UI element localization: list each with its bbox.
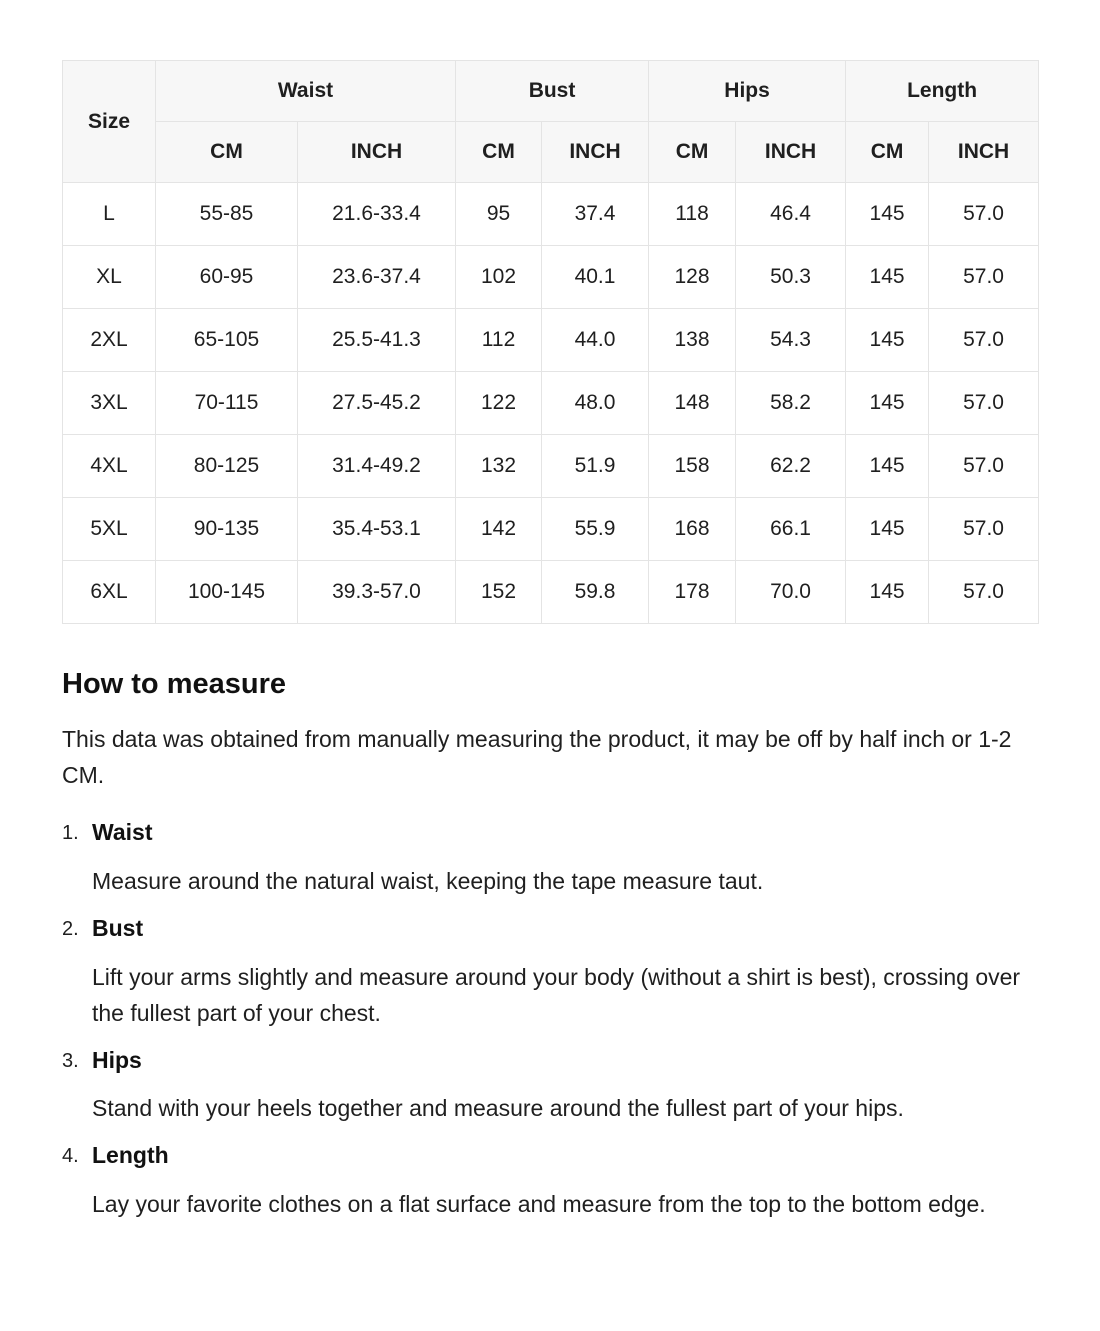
cell-waist-cm: 100-145: [156, 561, 298, 624]
size-chart-table: [62, 60, 1039, 624]
cell-waist-inch: 21.6-33.4: [298, 183, 456, 246]
cell-waist-cm: 65-105: [156, 309, 298, 372]
cell-waist-inch: 25.5-41.3: [298, 309, 456, 372]
group-header-hips: Hips: [649, 61, 846, 122]
list-item-number: 3.: [62, 1049, 79, 1072]
list-item-description: Lift your arms slightly and measure around your body (without a shirt is best), crossing over the fullest part of your chest.: [92, 963, 1021, 1026]
cell-waist-cm: 55-85: [156, 183, 298, 246]
cell-waist-inch: 35.4-53.1: [298, 498, 456, 561]
how-to-measure-heading: How to measure: [62, 668, 286, 700]
cell-hips-inch: 70.0: [736, 561, 846, 624]
cell-hips-inch: 50.3: [736, 246, 846, 309]
cell-hips-inch: 62.2: [736, 435, 846, 498]
cell-hips-cm: 118: [649, 183, 736, 246]
cell-waist-cm: 80-125: [156, 435, 298, 498]
measure-item-waist: [62, 819, 1038, 899]
cell-size: 6XL: [63, 561, 156, 624]
cell-bust-inch: 37.4: [542, 183, 649, 246]
table-row: [63, 561, 1039, 624]
cell-length-inch: 57.0: [929, 498, 1039, 561]
size-column-header: Size: [63, 61, 156, 183]
cell-length-cm: 145: [846, 561, 929, 624]
measure-item-length: [62, 1142, 1038, 1222]
measure-item-bust: [62, 915, 1038, 1031]
unit-header-waist-inch: INCH: [298, 122, 456, 183]
list-item-description: Stand with your heels together and measure around the fullest part of your hips.: [92, 1095, 904, 1122]
table-row: [63, 309, 1039, 372]
list-item-number: 4.: [62, 1145, 79, 1168]
cell-waist-inch: 23.6-37.4: [298, 246, 456, 309]
cell-waist-inch: 27.5-45.2: [298, 372, 456, 435]
list-item-title: Length: [92, 1142, 169, 1169]
cell-bust-cm: 102: [456, 246, 542, 309]
cell-waist-cm: 70-115: [156, 372, 298, 435]
group-header-row: [63, 61, 1039, 122]
list-item-description: Measure around the natural waist, keeping the tape measure taut.: [92, 868, 764, 895]
cell-length-inch: 57.0: [929, 246, 1039, 309]
measure-list: [62, 819, 1038, 1221]
unit-header-bust-cm: CM: [456, 122, 542, 183]
cell-waist-inch: 39.3-57.0: [298, 561, 456, 624]
cell-hips-cm: 138: [649, 309, 736, 372]
cell-length-cm: 145: [846, 372, 929, 435]
cell-bust-cm: 122: [456, 372, 542, 435]
unit-header-row: [63, 122, 1039, 183]
cell-hips-inch: 54.3: [736, 309, 846, 372]
list-item-number: 1.: [62, 822, 79, 845]
cell-waist-cm: 60-95: [156, 246, 298, 309]
cell-size: 2XL: [63, 309, 156, 372]
list-item-title: Hips: [92, 1046, 142, 1073]
cell-hips-cm: 128: [649, 246, 736, 309]
group-header-waist: Waist: [156, 61, 456, 122]
list-item-number: 2.: [62, 918, 79, 941]
cell-size: 3XL: [63, 372, 156, 435]
table-body: [63, 183, 1039, 624]
cell-bust-cm: 152: [456, 561, 542, 624]
list-item-title: Bust: [92, 915, 144, 942]
table-row: [63, 246, 1039, 309]
cell-bust-cm: 95: [456, 183, 542, 246]
cell-bust-cm: 132: [456, 435, 542, 498]
unit-header-waist-cm: CM: [156, 122, 298, 183]
cell-length-inch: 57.0: [929, 183, 1039, 246]
cell-length-inch: 57.0: [929, 309, 1039, 372]
cell-hips-inch: 58.2: [736, 372, 846, 435]
cell-bust-cm: 142: [456, 498, 542, 561]
cell-bust-inch: 40.1: [542, 246, 649, 309]
list-item-description: Lay your favorite clothes on a flat surface and measure from the top to the bottom edge.: [92, 1190, 986, 1217]
cell-bust-inch: 51.9: [542, 435, 649, 498]
unit-header-bust-inch: INCH: [542, 122, 649, 183]
cell-length-cm: 145: [846, 309, 929, 372]
group-header-bust: Bust: [456, 61, 649, 122]
table-header: [63, 61, 1039, 183]
cell-waist-inch: 31.4-49.2: [298, 435, 456, 498]
cell-bust-inch: 44.0: [542, 309, 649, 372]
cell-waist-cm: 90-135: [156, 498, 298, 561]
cell-hips-cm: 148: [649, 372, 736, 435]
cell-length-inch: 57.0: [929, 435, 1039, 498]
cell-bust-inch: 59.8: [542, 561, 649, 624]
cell-hips-cm: 158: [649, 435, 736, 498]
cell-hips-cm: 178: [649, 561, 736, 624]
list-item-title: Waist: [92, 819, 153, 846]
cell-length-cm: 145: [846, 435, 929, 498]
cell-length-inch: 57.0: [929, 372, 1039, 435]
cell-length-cm: 145: [846, 246, 929, 309]
cell-hips-cm: 168: [649, 498, 736, 561]
table-row: [63, 372, 1039, 435]
group-header-length: Length: [846, 61, 1039, 122]
table-row: [63, 183, 1039, 246]
measure-item-hips: [62, 1047, 1038, 1127]
cell-size: 4XL: [63, 435, 156, 498]
cell-bust-inch: 48.0: [542, 372, 649, 435]
cell-bust-cm: 112: [456, 309, 542, 372]
cell-size: L: [63, 183, 156, 246]
cell-size: 5XL: [63, 498, 156, 561]
unit-header-length-inch: INCH: [929, 122, 1039, 183]
table-row: [63, 435, 1039, 498]
cell-length-cm: 145: [846, 498, 929, 561]
cell-length-inch: 57.0: [929, 561, 1039, 624]
unit-header-hips-inch: INCH: [736, 122, 846, 183]
cell-bust-inch: 55.9: [542, 498, 649, 561]
table-row: [63, 498, 1039, 561]
cell-hips-inch: 66.1: [736, 498, 846, 561]
cell-hips-inch: 46.4: [736, 183, 846, 246]
cell-size: XL: [63, 246, 156, 309]
measure-intro-text: This data was obtained from manually measuring the product, it may be off by half inch or 1-2 CM.: [62, 726, 1012, 789]
unit-header-length-cm: CM: [846, 122, 929, 183]
cell-length-cm: 145: [846, 183, 929, 246]
how-to-measure-section: [62, 669, 1038, 1222]
unit-header-hips-cm: CM: [649, 122, 736, 183]
